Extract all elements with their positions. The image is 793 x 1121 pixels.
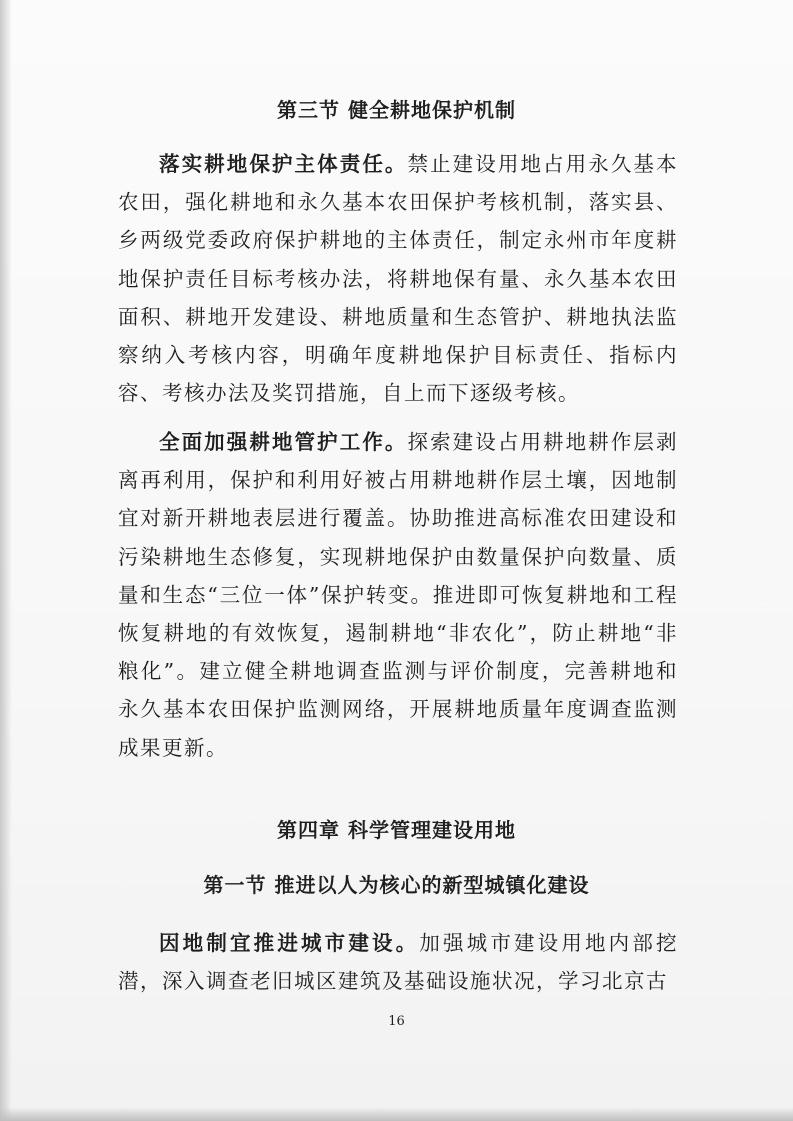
paragraph-lead: 因地制宜推进城市建设。 (159, 931, 420, 955)
scan-edge-shadow (0, 0, 12, 1121)
section-heading-1: 第一节 推进以人为核心的新型城镇化建设 (203, 873, 590, 897)
paragraph-lead: 全面加强耕地管护工作。 (159, 430, 408, 454)
chapter-heading-4: 第四章 科学管理建设用地 (277, 818, 516, 842)
paragraph-farmland-responsibility (118, 145, 678, 412)
paragraph-lead: 落实耕地保护主体责任。 (159, 152, 408, 176)
paragraph-urban-construction (118, 924, 678, 1000)
paragraph-body: 探索建设占用耕地耕作层剥离再利用，保护和利用好被占用耕地耕作层土壤，因地制宜对新开耕地表层进行覆盖。协助推进高标准农田建设和污染耕地生态修复，实现耕地保护由数量保护向数量、质量和生态“三位一体”保护转变。推进即可恢复耕地和工程恢复耕地的有效恢复，遏制耕地“非农化”，防止耕地“非粮化”。建立健全耕地调查监测与评价制度，完善耕地和永久基本农田保护监测网络，开展耕地质量年度调查监测成果更新。 (118, 430, 678, 760)
section-heading-3: 第三节 健全耕地保护机制 (277, 98, 516, 122)
paragraph-body: 禁止建设用地占用永久基本农田，强化耕地和永久基本农田保护考核机制，落实县、乡两级党委政府保护耕地的主体责任，制定永州市年度耕地保护责任目标考核办法，将耕地保有量、永久基本农田面积、耕地开发建设、耕地质量和生态管护、耕地执法监察纳入考核内容，明确年度耕地保护目标责任、指标内容、考核办法及奖罚措施，自上而下逐级考核。 (118, 152, 678, 406)
paragraph-farmland-management (118, 423, 678, 767)
scan-bottom-edge (0, 1107, 793, 1121)
paragraph-body: 加强城市建设用地内部挖潜，深入调查老旧城区建筑及基础设施状况，学习北京古 (118, 931, 679, 994)
page-number: 16 (388, 1014, 405, 1029)
